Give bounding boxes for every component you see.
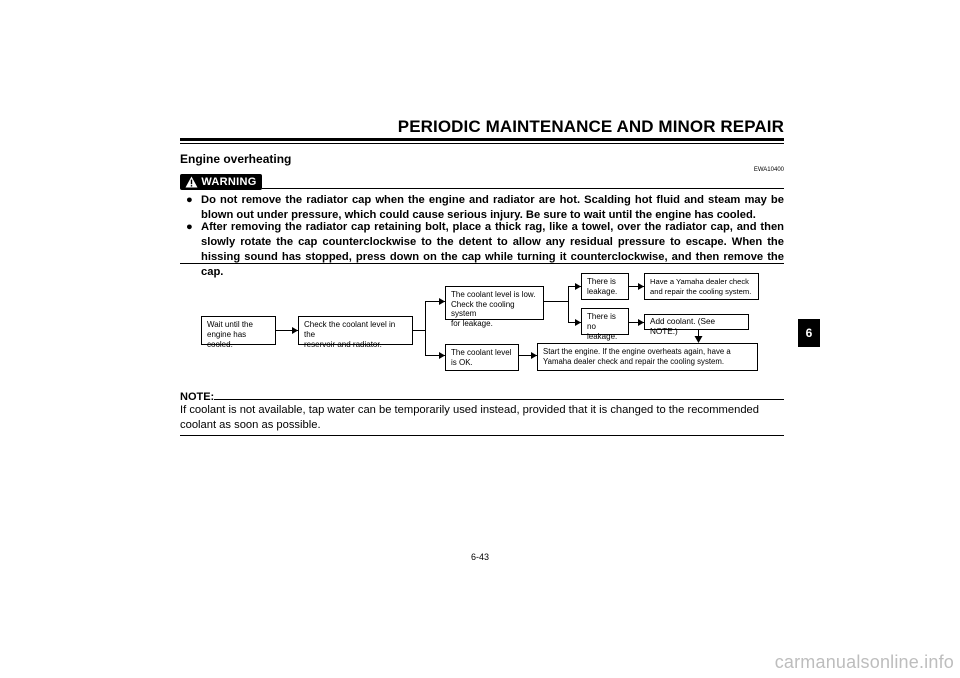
flow-box-wait (201, 316, 276, 349)
bullet-icon: ● (186, 194, 193, 206)
flow-box-text: The coolant level is low. (451, 290, 536, 299)
chapter-tab: 6 (798, 319, 820, 347)
flow-box-text: Add coolant. (See NOTE.) (650, 317, 716, 336)
flow-box-text: The coolant level (451, 348, 512, 357)
flow-box-no-leakage (581, 308, 629, 341)
flow-box-start-engine (537, 343, 758, 371)
page-number: 6-43 (470, 552, 489, 562)
flow-box-text: is OK. (451, 358, 473, 367)
flow-box-text: for leakage. (451, 318, 493, 328)
watermark: carmanualsonline.info (774, 652, 954, 672)
flow-box-text: There is (587, 277, 616, 286)
flow-box-level-ok (445, 344, 519, 371)
flow-box-dealer-repair (644, 273, 759, 300)
warning-item-text: Do not remove the radiator cap when the engine and radiator are hot. Scalding hot fluid and steam may be blown out under pressure, which could cause serious injury. Be sure to wait until the engine has cooled. (201, 194, 784, 221)
flow-box-text: There is (587, 312, 616, 321)
flow-box-text: Check the coolant level in the (304, 320, 396, 339)
bullet-icon: ● (186, 221, 193, 233)
note-text: If coolant is not available, tap water can be temporarily used instead, provided that it is changed to the recommended coolant as soon as possible. (180, 404, 759, 431)
flow-box-text: Wait until the (207, 320, 253, 329)
note-rule (214, 399, 784, 400)
flow-box-text: reservoir and radiator. (304, 340, 382, 349)
flow-box-text: Start the engine. If the engine overheats again, have a (543, 347, 731, 356)
warning-label: WARNING (201, 176, 257, 188)
flow-box-text: engine has cooled. (207, 330, 247, 349)
flow-box-text: no leakage. (587, 322, 618, 341)
note-label: NOTE: (180, 391, 215, 403)
flow-box-check-level (298, 316, 413, 349)
flow-box-leakage (581, 273, 629, 300)
flow-box-add-coolant (644, 314, 749, 336)
page-header-title: PERIODIC MAINTENANCE AND MINOR REPAIR (397, 117, 784, 136)
flow-box-text: Have a Yamaha dealer check (650, 277, 749, 286)
arrow-icon (695, 336, 703, 343)
warning-code: EWA10400 (753, 167, 784, 173)
flow-box-text: and repair the cooling system. (650, 287, 752, 296)
warning-item-text: After removing the radiator cap retaining bolt, place a thick rag, like a towel, over the radiator cap, and then slowly rotate the cap counterclockwise to the detent to allow any residual pressure to escape. When the hissing sound has stopped, press down on the cap while turning it counterclockwise, and then remove the cap. (201, 221, 784, 278)
flow-box-text: Check the cooling system (451, 299, 515, 318)
flow-box-text: leakage. (587, 287, 618, 296)
section-title: Engine overheating (180, 152, 292, 166)
note-rule-bottom (180, 435, 784, 436)
flow-box-level-low (445, 286, 544, 328)
flow-box-text: Yamaha dealer check and repair the cooling system. (543, 357, 725, 366)
